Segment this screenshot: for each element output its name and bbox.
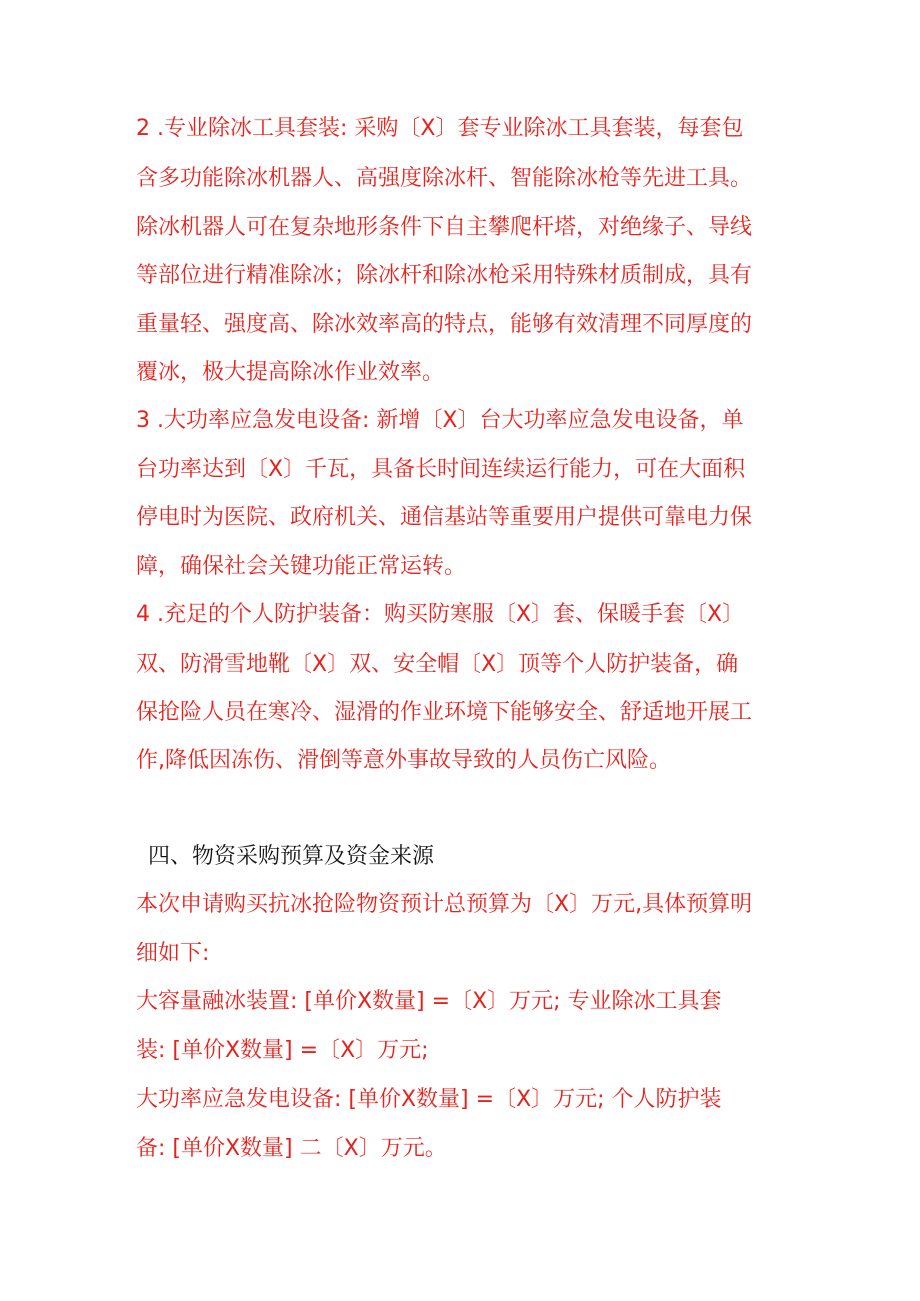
item3-line-2: 台功率达到〔X〕千瓦，具备长时间连续运行能力，可在大面积 [136,457,746,482]
item3-line-4: 障，确保社会关键功能正常运转。 [136,554,467,579]
item2-line-3: 除冰机器人可在复杂地形条件下自主攀爬杆塔，对绝缘子、导线 [136,215,753,240]
item2-line-1: 2 .专业除冰工具套装: 采购〔X〕套专业除冰工具套装，每套包 [136,116,744,141]
item2-line-4: 等部位进行精准除冰；除冰杆和除冰枪采用特殊材质制成，具有 [136,263,753,288]
section4-line-5: 大功率应急发电设备: [单价X数量] =〔X〕万元; 个人防护装 [136,1087,722,1112]
item2-line-5: 重量轻、强度高、除冰效率高的特点，能够有效清理不同厚度的 [136,312,753,337]
section4-line-2: 细如下: [136,941,210,966]
item4-line-1: 4 .充足的个人防护装备：购买防寒服〔X〕套、保暖手套〔X〕 [136,602,745,627]
item2-line-2: 含多功能除冰机器人、高强度除冰杆、智能除冰枪等先进工具。 [136,166,753,191]
item3-line-3: 停电时为医院、政府机关、通信基站等重要用户提供可靠电力保 [136,505,753,530]
section4-line-6: 备: [单价X数量] 二〔X〕万元。 [136,1136,447,1161]
section4-line-1: 本次申请购买抗冰抢险物资预计总预算为〔X〕万元,具体预算明 [136,892,753,917]
item2-line-6: 覆冰，极大提高除冰作业效率。 [136,360,445,385]
item3-line-1: 3 .大功率应急发电设备: 新增〔X〕台大功率应急发电设备，单 [136,408,744,433]
section4-line-3: 大容量融冰装置: [单价X数量] =〔X〕万元; 专业除冰工具套 [136,989,722,1014]
section4-heading: 四、物资采购预算及资金来源 [148,844,435,869]
item4-line-3: 保抢险人员在寒冷、湿滑的作业环境下能够安全、舒适地开展工 [136,700,753,725]
item4-line-2: 双、防滑雪地靴〔X〕双、安全帽〔X〕顶等个人防护装备，确 [136,652,739,677]
item4-line-4: 作,降低因冻伤、滑倒等意外事故导致的人员伤亡风险。 [136,748,671,773]
section4-line-4: 装: [单价X数量] =〔X〕万元; [136,1038,429,1063]
